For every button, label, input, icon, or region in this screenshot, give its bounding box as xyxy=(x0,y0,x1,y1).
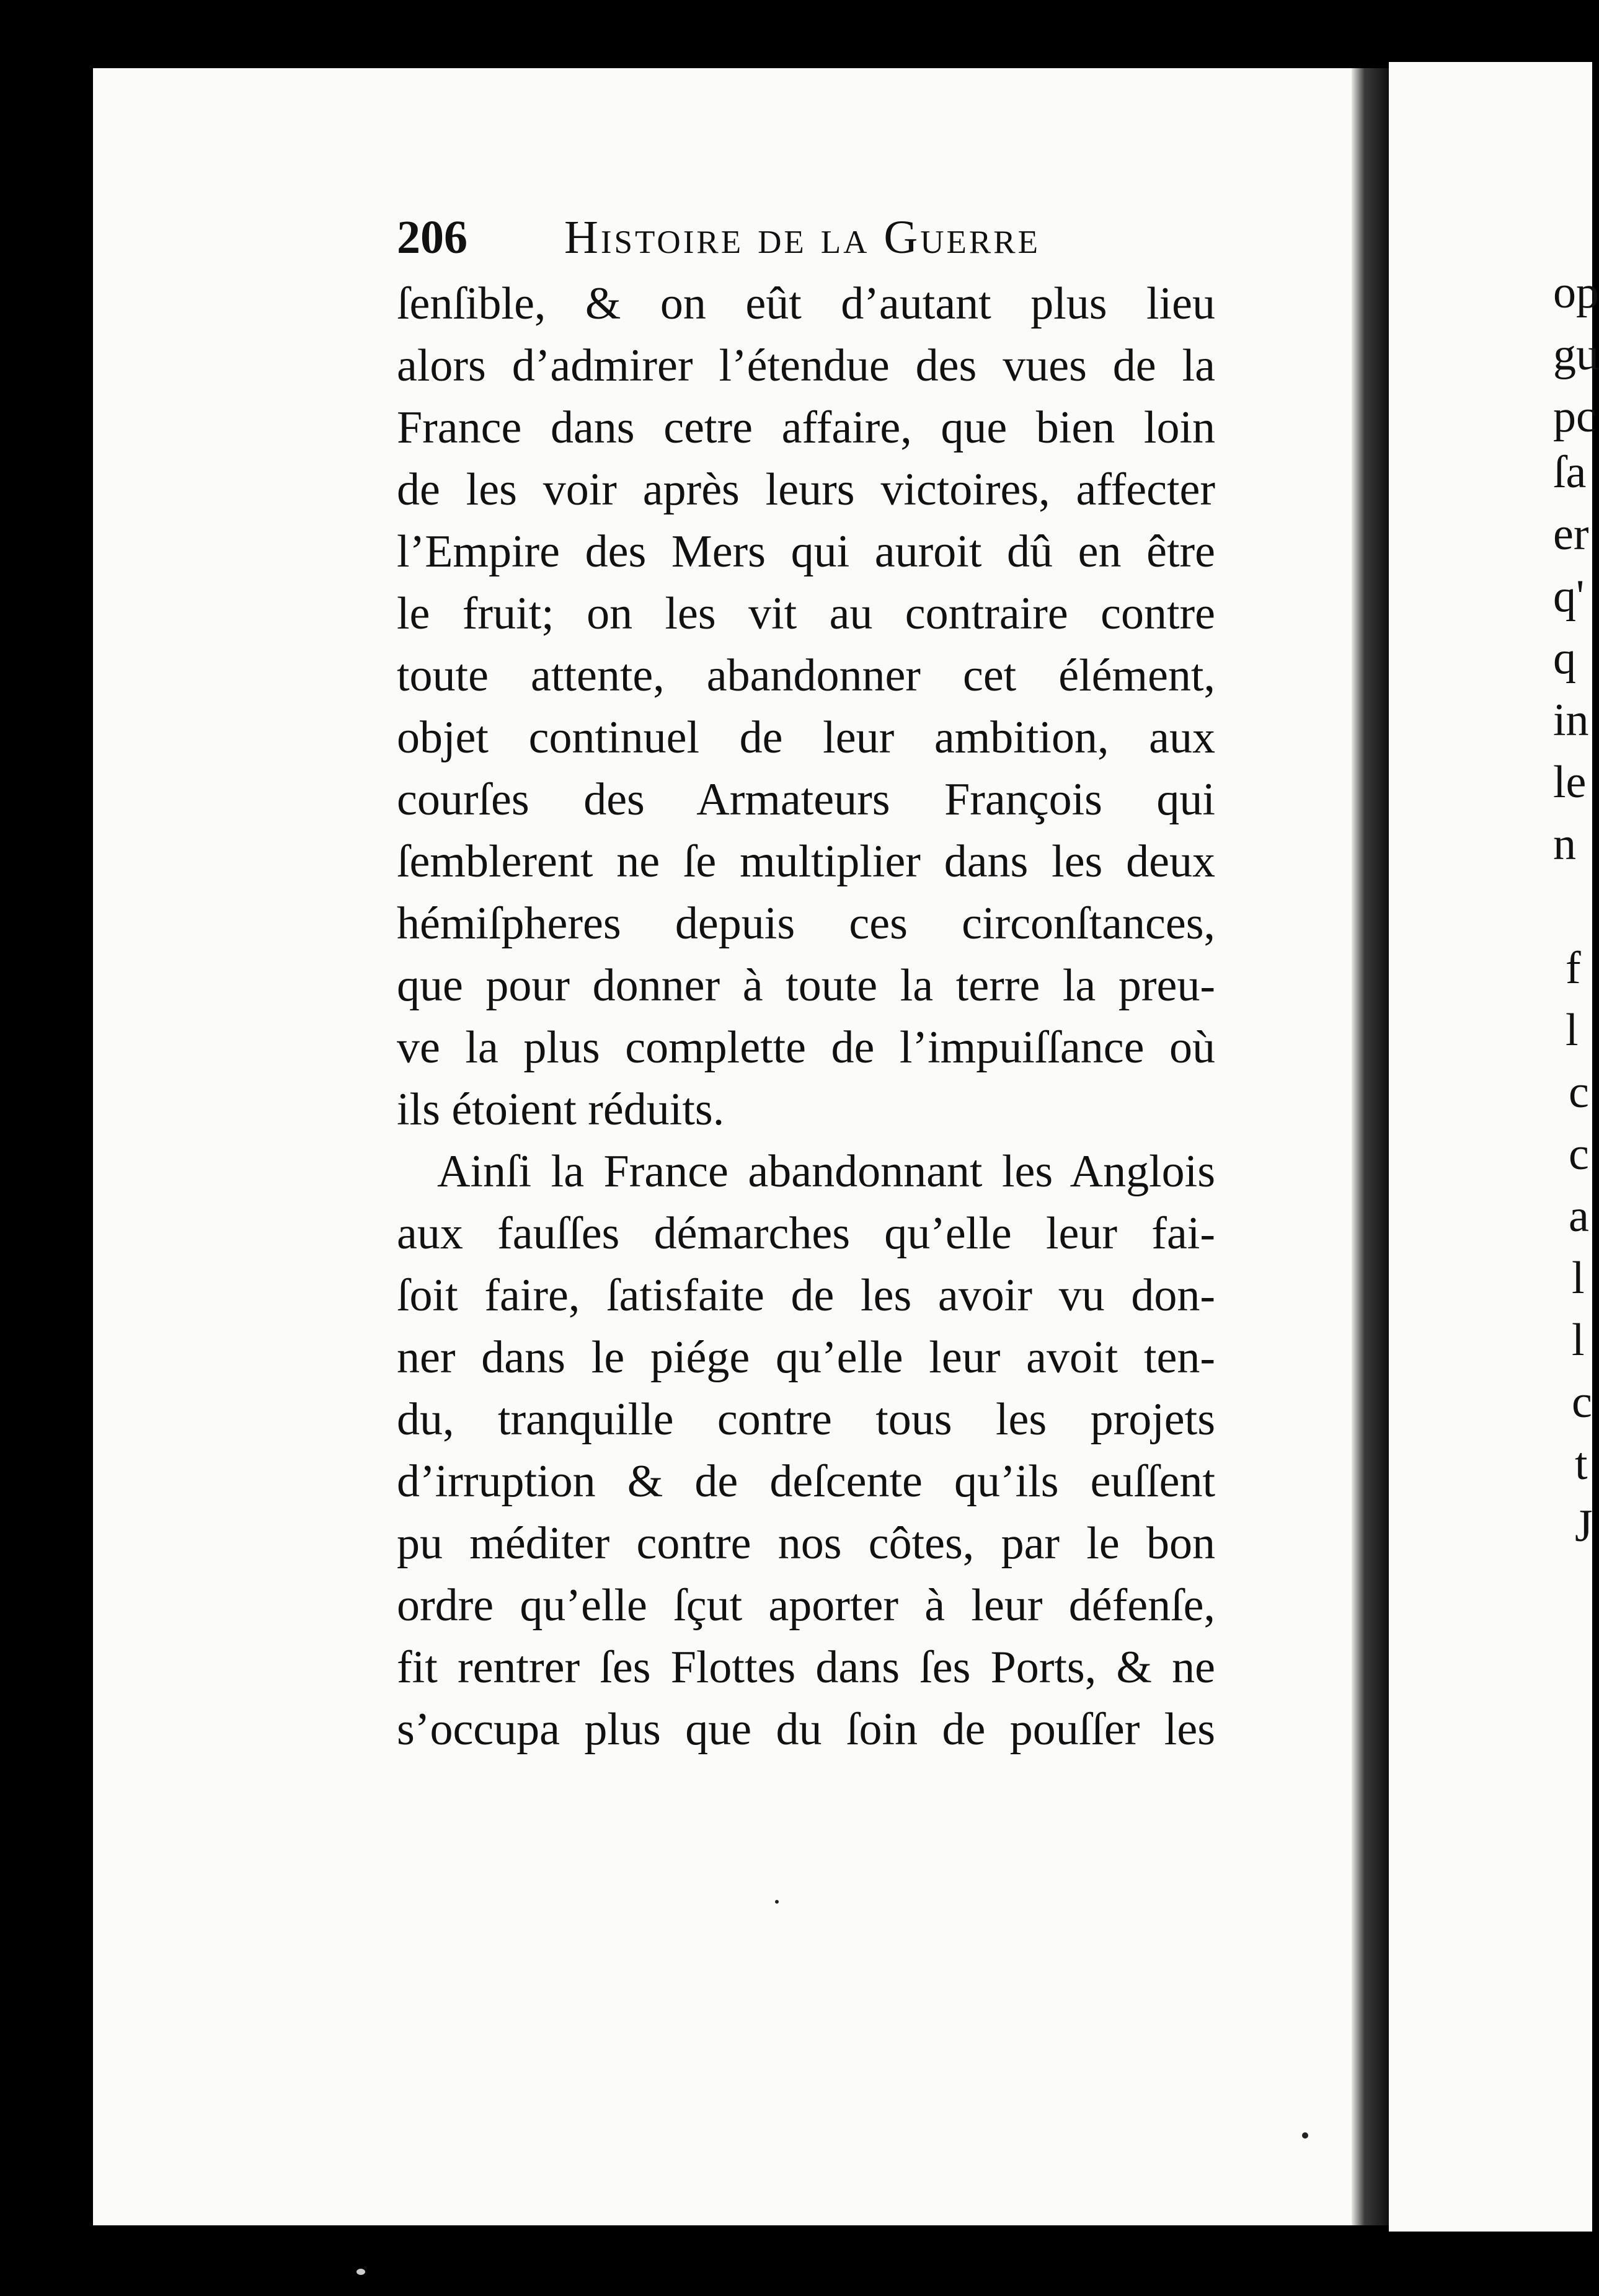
text-line: ſemblerent ne ſe multiplier dans les deux xyxy=(397,836,1215,887)
running-title: Histoire de la Guerre xyxy=(564,211,1040,263)
page-header xyxy=(397,211,1228,279)
text-line: aux fauſſes démarches qu’elle leur fai- xyxy=(397,1208,1215,1259)
text-line: l’Empire des Mers qui auroit dû en être xyxy=(397,526,1215,577)
facing-fragment: J xyxy=(1575,1501,1593,1552)
text-line: toute attente, abandonner cet élément, xyxy=(397,650,1215,701)
text-line: alors d’admirer l’étendue des vues de la xyxy=(397,340,1215,391)
text-line: objet continuel de leur ambition, aux xyxy=(397,712,1215,763)
facing-fragment: q' xyxy=(1553,571,1585,622)
speck xyxy=(1302,2132,1308,2139)
speck xyxy=(357,2269,365,2275)
facing-fragment: t xyxy=(1575,1439,1588,1490)
facing-fragment: pc xyxy=(1553,391,1597,442)
text-line: pu méditer contre nos côtes, par le bon xyxy=(397,1518,1215,1569)
text-line: de les voir après leurs victoires, affecter xyxy=(397,464,1215,515)
page-number: 206 xyxy=(397,211,467,263)
facing-fragment: q xyxy=(1553,633,1576,684)
text-line: ve la plus complette de l’impuiſſance où xyxy=(397,1022,1215,1073)
facing-fragment: ſa xyxy=(1553,447,1587,498)
text-line: hémiſpheres depuis ces circonſtances, xyxy=(397,898,1215,949)
facing-fragment: er xyxy=(1553,509,1589,560)
facing-fragment: l xyxy=(1572,1253,1585,1304)
text-line: ſenſible, & on eût d’autant plus lieu xyxy=(397,278,1215,329)
text-line: fit rentrer ſes Flottes dans ſes Ports, & ne xyxy=(397,1642,1215,1693)
facing-fragment: n xyxy=(1553,819,1576,870)
text-line: d’irruption & de deſcente qu’ils euſſent xyxy=(397,1456,1215,1507)
text-line: s’occupa plus que du ſoin de pouſſer les xyxy=(397,1704,1215,1755)
facing-fragment: a xyxy=(1569,1191,1589,1242)
facing-fragment: in xyxy=(1553,695,1589,746)
facing-fragment: c xyxy=(1572,1377,1592,1428)
facing-fragment: op xyxy=(1553,267,1599,318)
text-line: du, tranquille contre tous les projets xyxy=(397,1394,1215,1445)
book-gutter xyxy=(1352,68,1389,2225)
text-line: le fruit; on les vit au contraire contre xyxy=(397,588,1215,639)
facing-page xyxy=(1389,62,1592,2232)
facing-fragment: f xyxy=(1566,943,1581,994)
facing-fragment: gu xyxy=(1553,329,1599,380)
text-line: que pour donner à toute la terre la preu- xyxy=(397,960,1215,1011)
body-text xyxy=(397,273,1215,1760)
text-line: Ainſi la France abandonnant les Anglois xyxy=(437,1146,1215,1197)
text-line: ordre qu’elle ſçut aporter à leur défenſe, xyxy=(397,1580,1215,1631)
speck xyxy=(775,1900,779,1904)
text-line: courſes des Armateurs François qui xyxy=(397,774,1215,825)
facing-fragment: le xyxy=(1553,757,1587,808)
text-line: ils étoient réduits. xyxy=(397,1084,725,1135)
facing-fragment: l xyxy=(1566,1005,1579,1056)
facing-fragment: l xyxy=(1572,1315,1585,1366)
text-line: France dans cetre affaire, que bien loin xyxy=(397,402,1215,453)
text-line: ner dans le piége qu’elle leur avoit ten- xyxy=(397,1332,1215,1383)
text-line: ſoit faire, ſatisfaite de les avoir vu don- xyxy=(397,1270,1215,1321)
facing-fragment: c xyxy=(1569,1067,1589,1118)
facing-fragment: c xyxy=(1569,1129,1589,1180)
